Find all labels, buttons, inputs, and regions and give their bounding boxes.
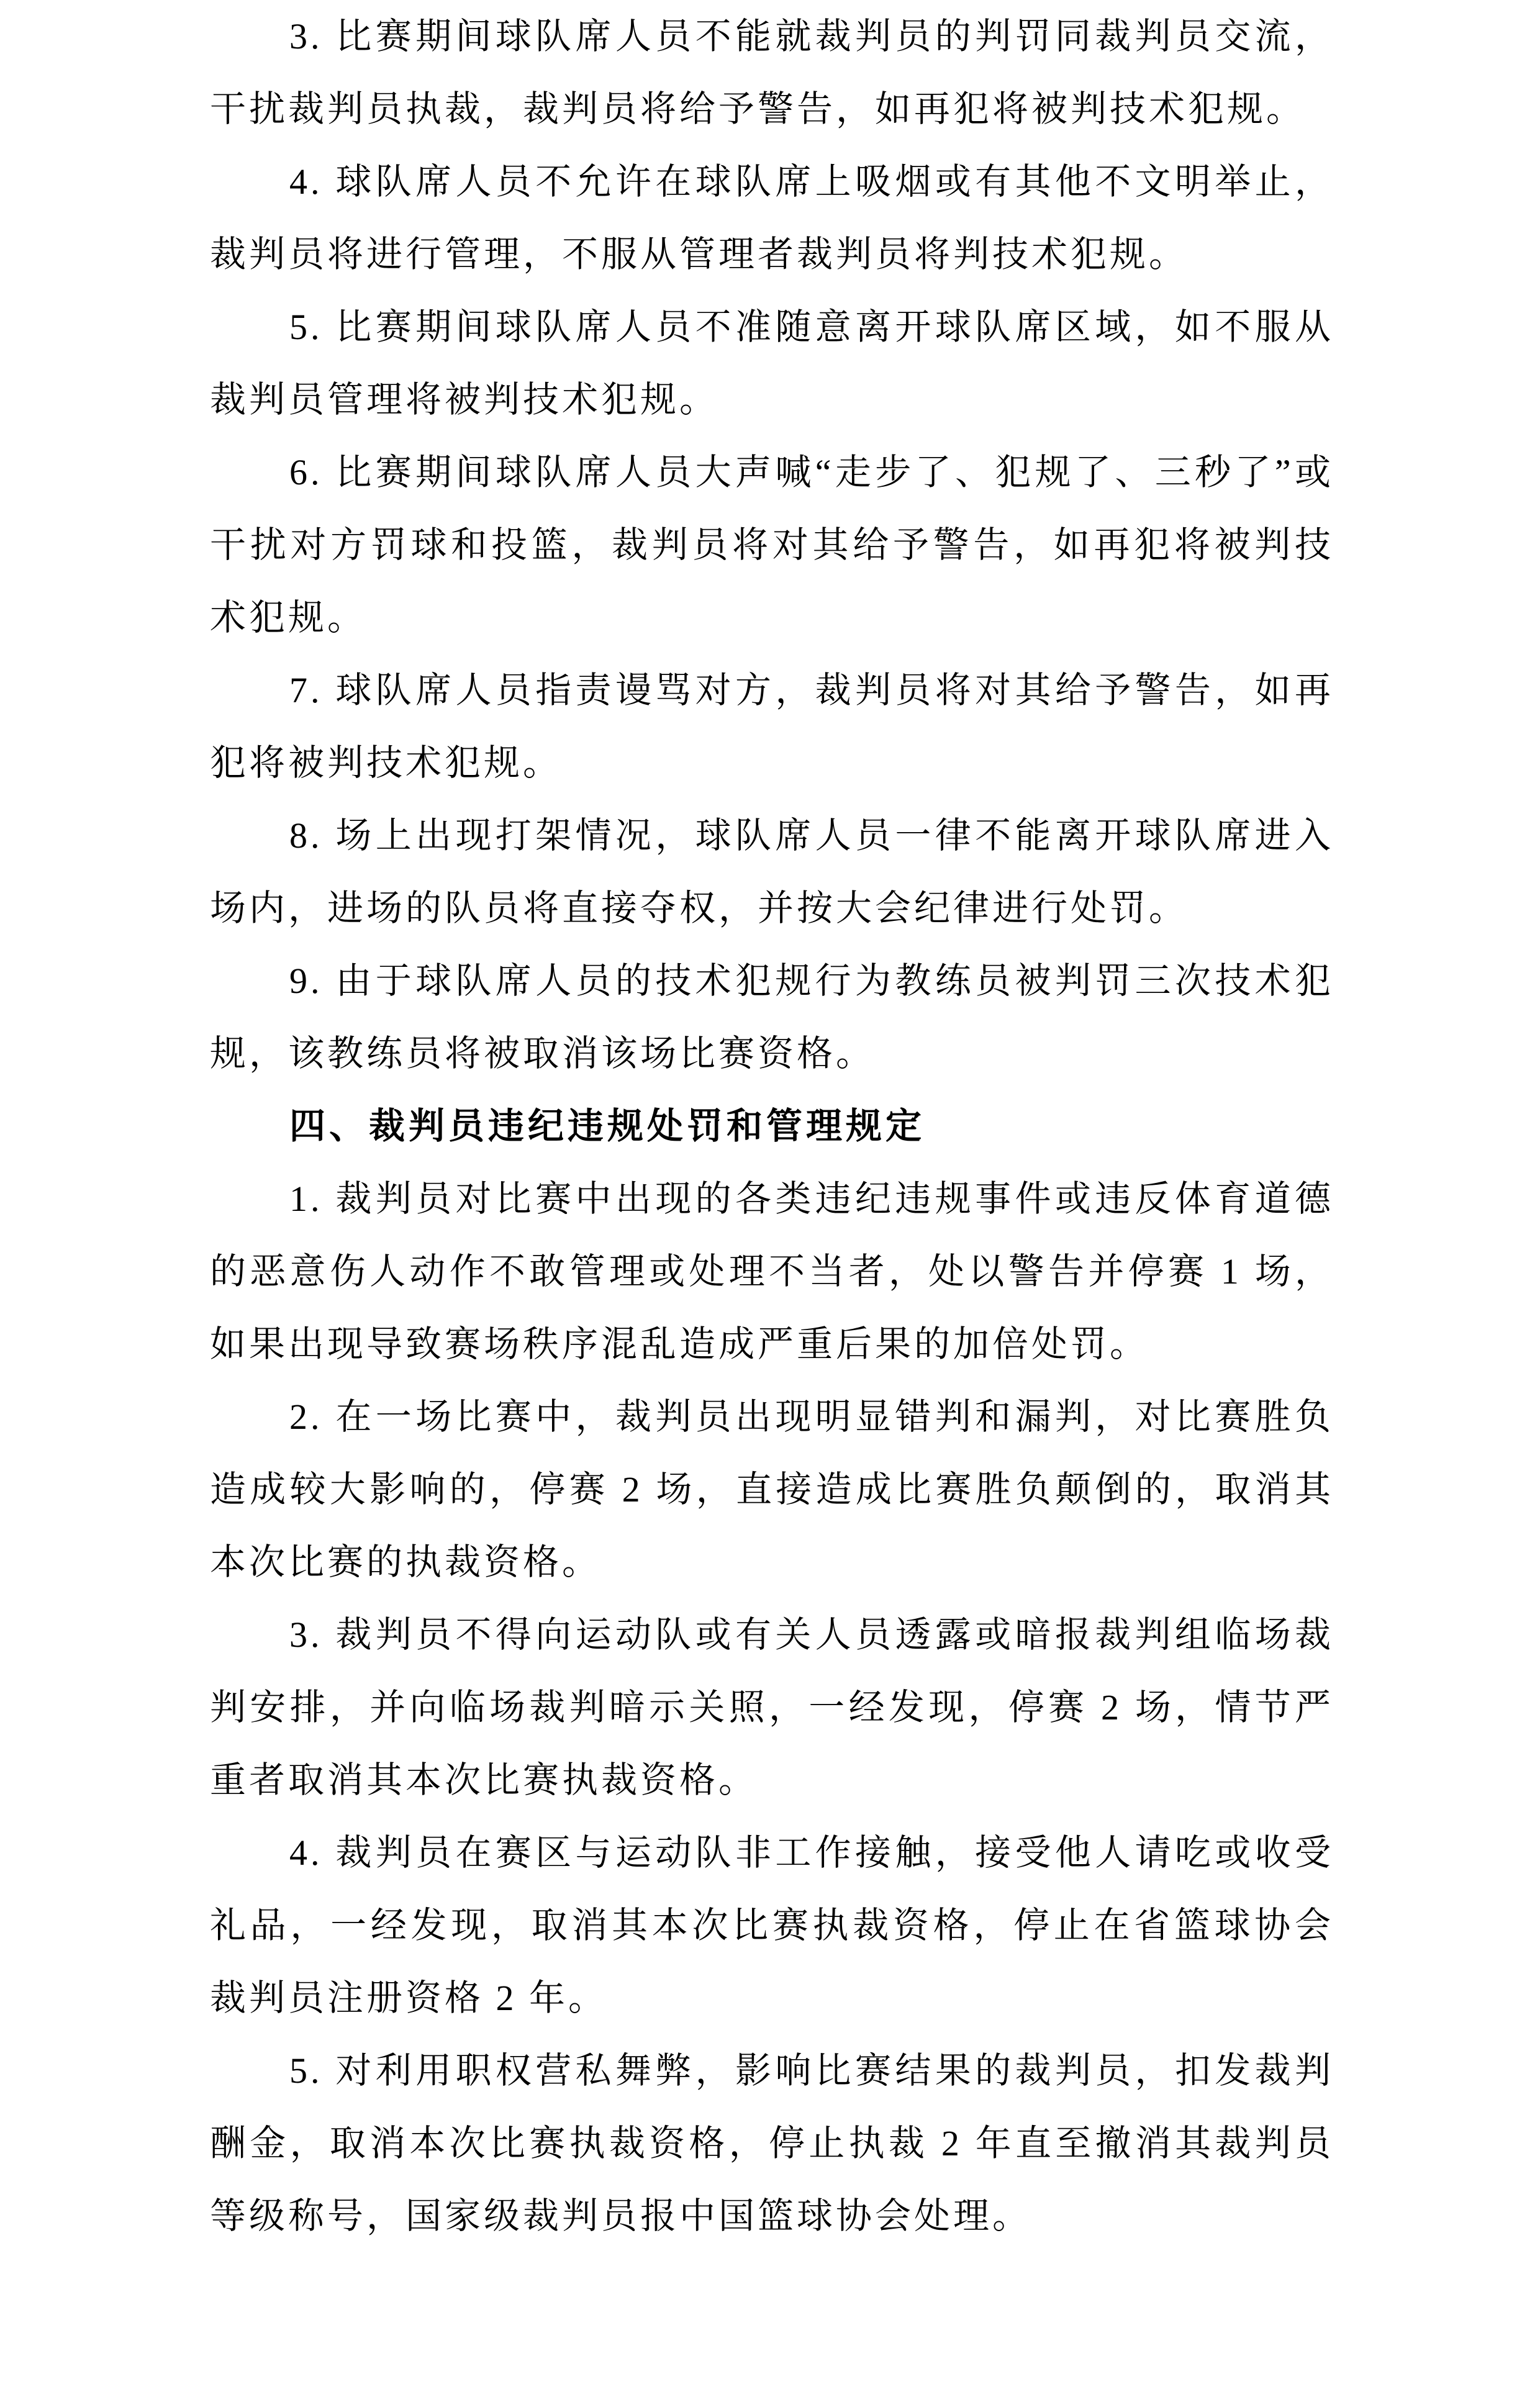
body-paragraph: 2. 在一场比赛中，裁判员出现明显错判和漏判，对比赛胜负造成较大影响的，停赛 2 场，直接造成比赛胜负颠倒的，取消其本次比赛的执裁资格。 — [210, 1397, 1334, 1582]
document-body — [210, 0, 1334, 2252]
body-paragraph: 7. 球队席人员指责谩骂对方，裁判员将对其给予警告，如再犯将被判技术犯规。 — [210, 670, 1334, 783]
section-heading: 四、裁判员违纪违规处罚和管理规定 — [289, 1106, 926, 1146]
body-paragraph: 8. 场上出现打架情况，球队席人员一律不能离开球队席进入场内，进场的队员将直接夺权，并按大会纪律进行处罚。 — [210, 815, 1334, 928]
body-paragraph: 6. 比赛期间球队席人员大声喊“走步了、犯规了、三秒了”或干扰对方罚球和投篮，裁判员将对其给予警告，如再犯将被判技术犯规。 — [210, 452, 1334, 638]
body-paragraph: 9. 由于球队席人员的技术犯规行为教练员被判罚三次技术犯规，该教练员将被取消该场比赛资格。 — [210, 961, 1334, 1074]
body-paragraph: 4. 球队席人员不允许在球队席上吸烟或有其他不文明举止，裁判员将进行管理，不服从管理者裁判员将判技术犯规。 — [210, 161, 1334, 274]
body-paragraph: 1. 裁判员对比赛中出现的各类违纪违规事件或违反体育道德的恶意伤人动作不敢管理或处理不当者，处以警告并停赛 1 场，如果出现导致赛场秩序混乱造成严重后果的加倍处罚。 — [210, 1179, 1334, 1364]
body-paragraph: 3. 裁判员不得向运动队或有关人员透露或暗报裁判组临场裁判安排，并向临场裁判暗示关照，一经发现，停赛 2 场，情节严重者取消其本次比赛执裁资格。 — [210, 1615, 1334, 1800]
body-paragraph: 5. 比赛期间球队席人员不准随意离开球队席区域，如不服从裁判员管理将被判技术犯规。 — [210, 307, 1334, 420]
body-paragraph: 4. 裁判员在赛区与运动队非工作接触，接受他人请吃或收受礼品，一经发现，取消其本次比赛执裁资格，停止在省篮球协会裁判员注册资格 2 年。 — [210, 1832, 1334, 2018]
body-paragraph: 3. 比赛期间球队席人员不能就裁判员的判罚同裁判员交流，干扰裁判员执裁，裁判员将给予警告，如再犯将被判技术犯规。 — [210, 16, 1334, 129]
body-paragraph: 5. 对利用职权营私舞弊，影响比赛结果的裁判员，扣发裁判酬金，取消本次比赛执裁资格，停止执裁 2 年直至撤消其裁判员等级称号，国家级裁判员报中国篮球协会处理。 — [210, 2050, 1334, 2236]
